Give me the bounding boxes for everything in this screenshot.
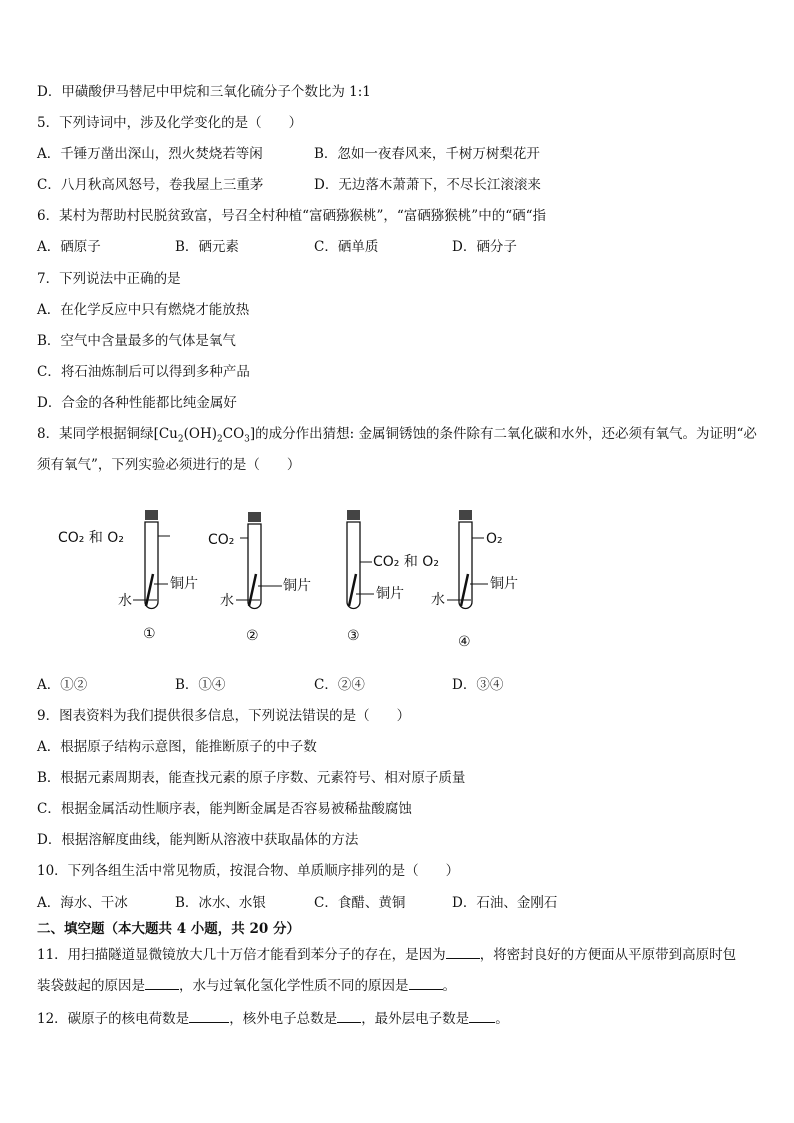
tube-3-number: ③ <box>347 628 360 644</box>
tube-4-gas-label: O₂ <box>486 531 503 547</box>
q7-option-b: B．空气中含量最多的气体是氧气 <box>37 333 236 349</box>
tube-1-number: ① <box>143 626 156 642</box>
q6-option-b: B．硒元素 <box>175 239 239 255</box>
q10-option-c: C．食醋、黄铜 <box>314 895 406 911</box>
q9-option-d: D．根据溶解度曲线，能判断从溶液中获取晶体的方法 <box>37 832 359 848</box>
q11-text-4: ，水与过氧化氢化学性质不同的原因是 <box>179 978 409 994</box>
q8-stem-pre: 8．某同学根据铜绿[Cu <box>37 426 178 442</box>
q10-option-a: A．海水、干冰 <box>37 895 128 911</box>
q11-text-2: ，将密封良好的方便面从平原带到高原时包 <box>479 947 737 963</box>
tube-3-gas-label: CO₂ 和 O₂ <box>373 554 439 570</box>
tube-1-copper-label: 铜片 <box>170 576 198 592</box>
q10-option-d: D．石油、金刚石 <box>452 895 558 911</box>
q9-stem: 9．图表资料为我们提供很多信息，下列说法错误的是（ ） <box>37 708 411 724</box>
q12-line <box>37 1010 509 1028</box>
q11-blank-3[interactable] <box>409 977 443 990</box>
tube-4-number: ④ <box>458 634 471 650</box>
q8-option-b: B．①④ <box>175 677 226 693</box>
q11-text-1: 11．用扫描隧道显微镜放大几十万倍才能看到苯分子的存在，是因为 <box>37 947 446 963</box>
q8-option-a: A．①② <box>37 677 88 693</box>
q5-option-c: C．八月秋高风怒号，卷我屋上三重茅 <box>37 177 264 193</box>
q12-blank-3[interactable] <box>469 1010 495 1023</box>
q10-option-b: B．冰水、水银 <box>175 895 266 911</box>
test-tube-3 <box>347 510 374 609</box>
q8-sub-1: 2 <box>177 434 184 445</box>
q8-mid-2: CO <box>222 426 245 442</box>
tube-2-water-label: 水 <box>220 593 234 609</box>
q12-text-2: ，核外电子总数是 <box>229 1011 338 1027</box>
q12-text-4: 。 <box>495 1011 509 1027</box>
tube-3-copper-label: 铜片 <box>376 586 404 602</box>
tube-1-gas-label: CO₂ 和 O₂ <box>58 530 124 546</box>
q4-option-d: D．甲磺酸伊马替尼中甲烷和三氧化硫分子个数比为 1:1 <box>37 84 371 100</box>
q7-stem: 7．下列说法中正确的是 <box>37 271 181 287</box>
q11-line2 <box>37 977 456 995</box>
q12-text-3: ，最外层电子数是 <box>361 1011 470 1027</box>
test-tube-4 <box>447 510 488 609</box>
q5-stem: 5．下列诗词中，涉及化学变化的是（ ） <box>37 115 303 131</box>
section-title-fill-in: 二、填空题（本大题共 4 小题，共 20 分） <box>37 921 300 937</box>
q11-text-5: 。 <box>442 978 456 994</box>
q6-option-d: D．硒分子 <box>452 239 517 255</box>
q12-text-1: 12．碳原子的核电荷数是 <box>37 1011 190 1027</box>
q8-option-c: C．②④ <box>314 677 365 693</box>
q8-stem-line2: 须有氧气”，下列实验必须进行的是（ ） <box>37 457 301 473</box>
q7-option-c: C．将石油炼制后可以得到多种产品 <box>37 364 250 380</box>
q7-option-a: A．在化学反应中只有燃烧才能放热 <box>37 302 250 318</box>
q8-stem-post: ]的成分作出猜想: 金属铜锈蚀的条件除有二氧化碳和水外，还必须有氧气。为证明“必 <box>249 426 757 442</box>
q6-option-c: C．硒单质 <box>314 239 379 255</box>
tube-4-copper-label: 铜片 <box>490 576 518 592</box>
q9-option-b: B．根据元素周期表，能查找元素的原子序数、元素符号、相对原子质量 <box>37 770 466 786</box>
tube-2-number: ② <box>246 628 259 644</box>
q8-sub-2: 2 <box>217 434 223 445</box>
q6-stem: 6．某村为帮助村民脱贫致富，号召全村种植“富硒猕猴桃”，“富硒猕猴桃”中的“硒“指 <box>37 208 546 224</box>
test-tube-2 <box>236 512 282 609</box>
q5-option-d: D．无边落木萧萧下，不尽长江滚滚来 <box>314 177 541 193</box>
q10-stem: 10．下列各组生活中常见物质，按混合物、单质顺序排列的是（ ） <box>37 863 460 879</box>
q6-option-a: A．硒原子 <box>37 239 101 255</box>
q11-line1 <box>37 946 736 964</box>
tube-2-gas-label: CO₂ <box>208 532 235 548</box>
q11-blank-2[interactable] <box>145 977 179 990</box>
q9-option-a: A．根据原子结构示意图，能推断原子的中子数 <box>37 739 317 755</box>
q8-mid-1: (OH) <box>183 426 217 442</box>
q8-option-d: D．③④ <box>452 677 504 693</box>
test-tube-diagram <box>50 500 550 660</box>
q7-option-d: D．合金的各种性能都比纯金属好 <box>37 395 237 411</box>
q12-blank-1[interactable] <box>189 1010 229 1023</box>
q11-blank-1[interactable] <box>446 946 480 959</box>
test-tube-1 <box>133 510 170 609</box>
q12-blank-2[interactable] <box>337 1010 361 1023</box>
q9-option-c: C．根据金属活动性顺序表，能判断金属是否容易被稀盐酸腐蚀 <box>37 801 412 817</box>
tube-2-copper-label: 铜片 <box>283 578 311 594</box>
tube-4-water-label: 水 <box>431 592 445 608</box>
tube-1-water-label: 水 <box>118 593 132 609</box>
q5-option-b: B．忽如一夜春风来，千树万树梨花开 <box>314 146 540 162</box>
q8-sub-3: 3 <box>244 434 250 445</box>
q11-text-3: 装袋鼓起的原因是 <box>37 978 145 994</box>
q5-option-a: A．千锤万凿出深山，烈火焚烧若等闲 <box>37 146 263 162</box>
q8-stem <box>37 425 757 449</box>
